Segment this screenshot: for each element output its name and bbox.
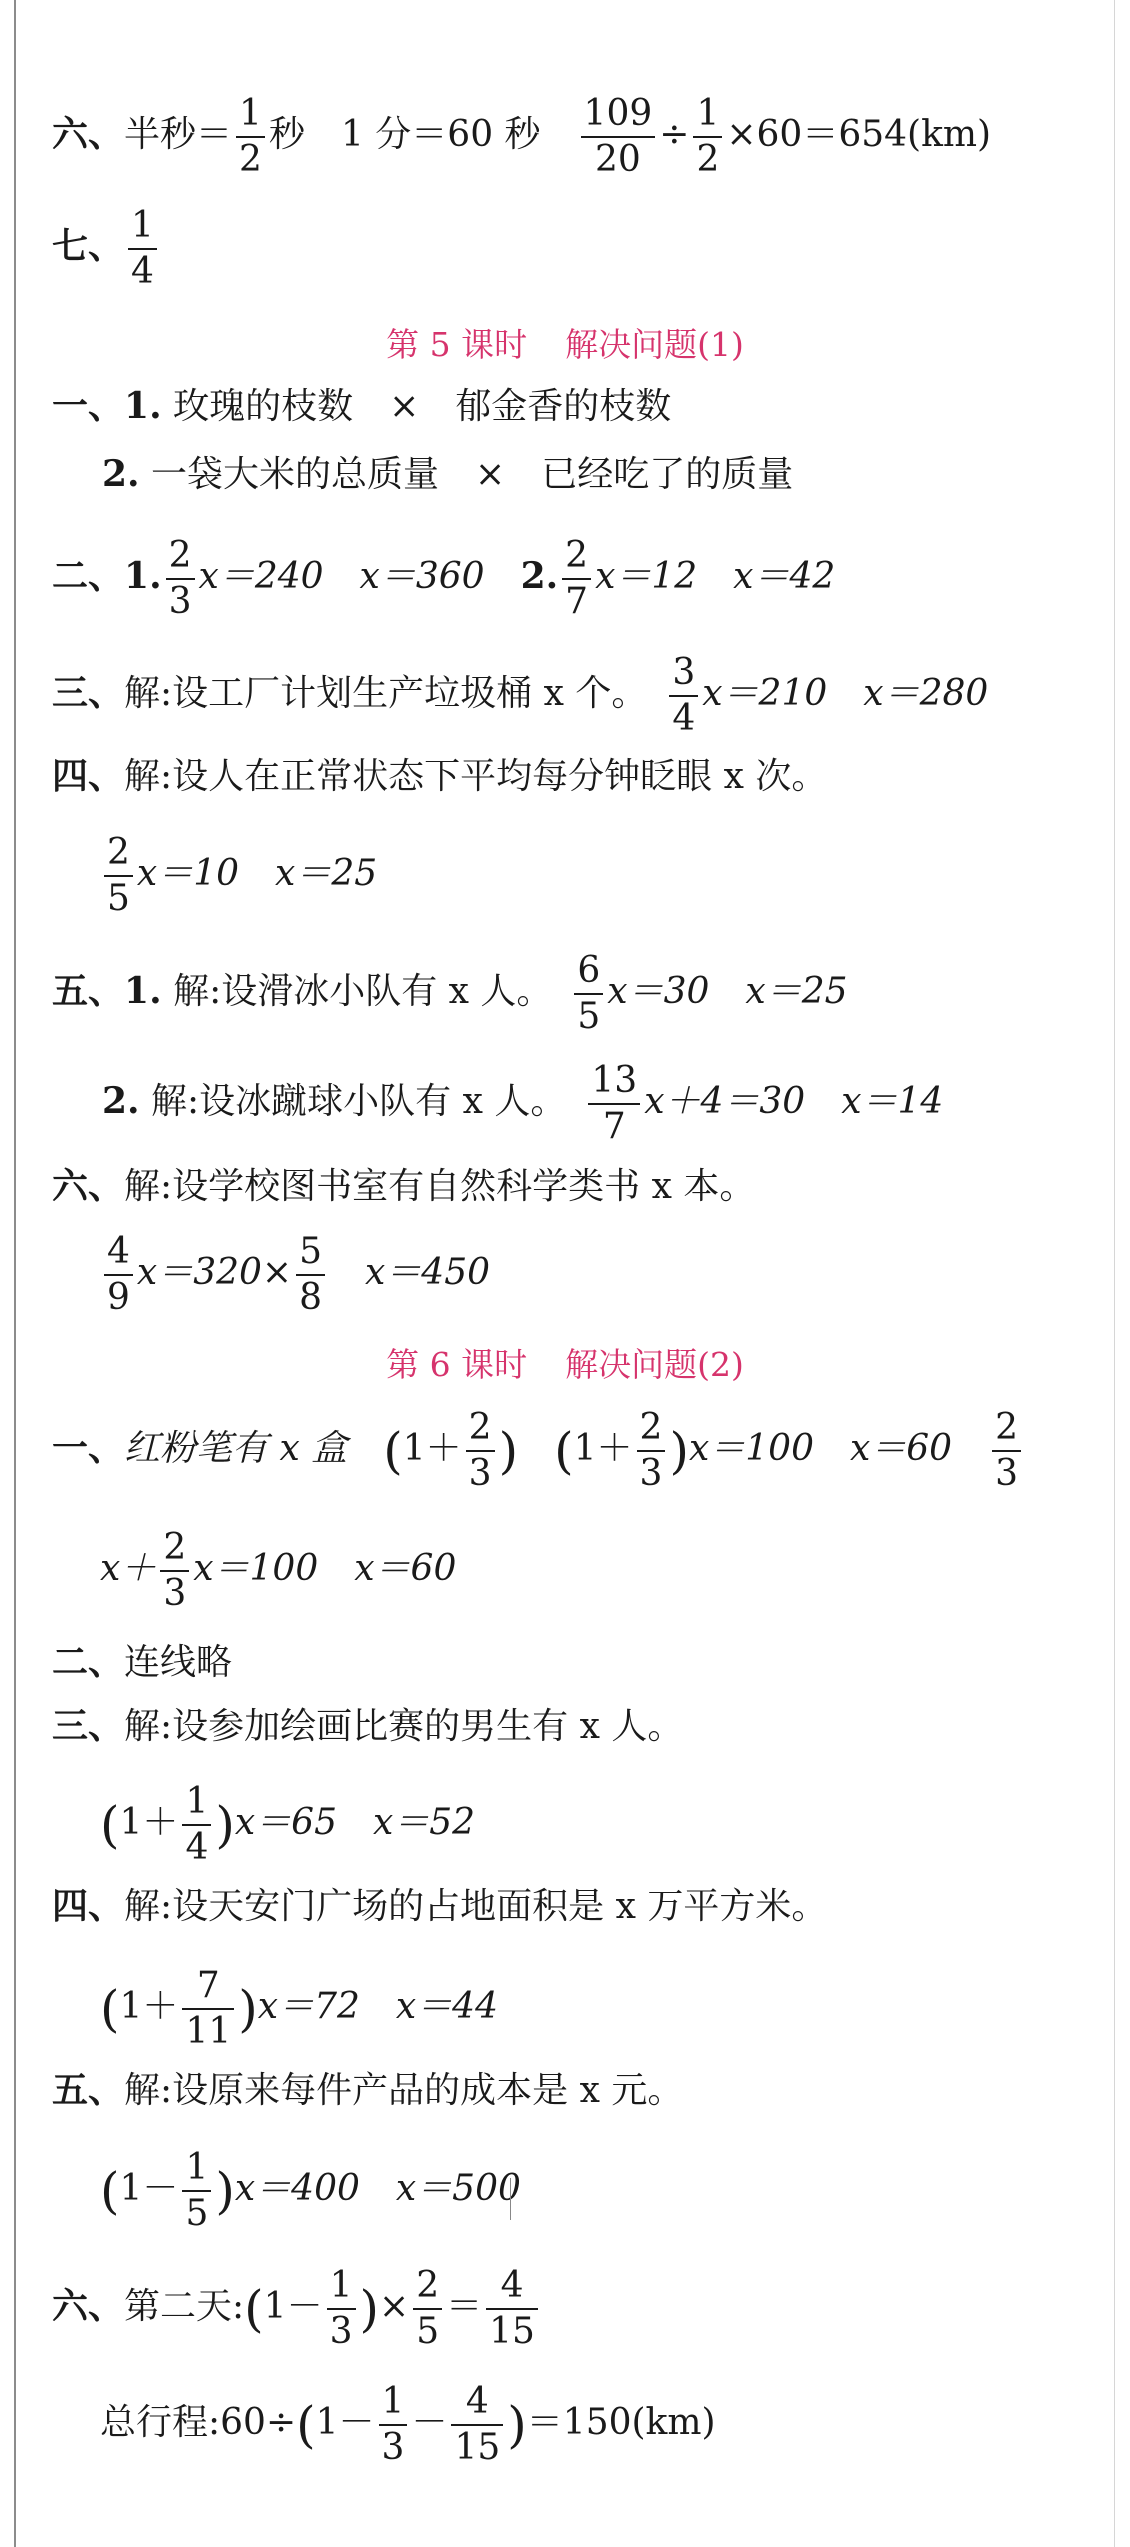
denominator: 2	[239, 139, 262, 180]
text: 玫瑰的枝数 × 郁金香的枝数	[173, 386, 672, 427]
text: 第二天:	[124, 2286, 245, 2327]
numerator: 1	[379, 2384, 408, 2426]
text: ×	[379, 2286, 410, 2327]
l6-answer-2	[52, 1641, 233, 1683]
numerator: 2	[104, 835, 133, 877]
equation-text: x＝30 x＝25	[607, 971, 848, 1012]
fraction	[581, 93, 656, 180]
fraction	[182, 1781, 211, 1868]
l6-answer-3-setup	[52, 1705, 684, 1747]
text: －	[142, 2168, 179, 2209]
fraction	[413, 2265, 442, 2352]
item-label: 四、	[52, 1885, 125, 1927]
right-margin-line	[1114, 0, 1115, 2547]
text: ＝	[446, 2286, 483, 2327]
l6-answer-5-equation	[100, 2147, 521, 2234]
denominator: 9	[107, 1277, 130, 1318]
numerator: 4	[451, 2384, 503, 2426]
lesson-number: 第 5 课时	[386, 325, 528, 364]
lesson-6-title	[0, 1345, 1130, 1384]
denominator: 5	[416, 2311, 440, 2352]
text: 解:设工厂计划生产垃圾桶 x 个。	[124, 673, 666, 714]
equation-text: x＝240 x＝360	[198, 556, 521, 597]
text: 1	[573, 1428, 597, 1469]
equation-text: x＝10 x＝25	[136, 853, 378, 894]
equation-text: x＝400 x＝500	[234, 2168, 521, 2209]
text: 解:设天安门广场的占地面积是 x 万平方米。	[124, 1886, 828, 1927]
text: 解:设人在正常状态下平均每分钟眨眼 x 次。	[124, 756, 828, 797]
item-label: 六、	[52, 2285, 125, 2327]
denominator: 4	[131, 251, 154, 292]
item-label: 一、	[52, 385, 125, 427]
fraction	[992, 1407, 1021, 1494]
item-label: 七、	[52, 225, 125, 267]
text: ＋	[425, 1428, 462, 1469]
text: 半秒＝	[124, 114, 233, 155]
denominator: 8	[299, 1277, 322, 1318]
denominator: 15	[454, 2427, 501, 2468]
text: 解:设滑冰小队有 x 人。	[173, 971, 571, 1012]
text: ＋	[596, 1428, 633, 1469]
right-paren: )	[238, 1980, 258, 2038]
right-paren: )	[498, 1422, 519, 1480]
item-label: 四、	[52, 755, 125, 797]
fraction	[451, 2381, 503, 2468]
numerator: 3	[669, 655, 698, 697]
numerator: 6	[574, 953, 603, 995]
denominator: 5	[185, 2193, 209, 2234]
l5-answer-6-equation	[100, 1231, 491, 1318]
numerator: 109	[581, 96, 656, 138]
denominator: 5	[577, 996, 601, 1037]
numerator: 2	[160, 1530, 189, 1572]
fraction	[379, 2381, 408, 2468]
fraction	[466, 1407, 495, 1494]
denominator: 4	[672, 698, 696, 739]
equation-text: x＝65 x＝52	[234, 1802, 476, 1843]
left-paren: (	[244, 2280, 264, 2338]
sub-number: 2.	[520, 555, 559, 597]
fraction	[296, 1231, 325, 1318]
left-paren: (	[554, 1422, 574, 1480]
l6-answer-5-setup	[52, 2069, 684, 2111]
equation-text: x＋4＝30 x＝14	[644, 1081, 944, 1122]
fraction	[574, 950, 603, 1037]
fraction	[637, 1407, 666, 1494]
item-label: 二、	[52, 1641, 125, 1683]
l6-answer-1-equation	[100, 1527, 457, 1614]
l5-answer-1-part-1	[52, 385, 672, 427]
text: －	[338, 2402, 375, 2443]
text: ÷	[659, 114, 690, 155]
text: 解:设参加绘画比赛的男生有 x 人。	[124, 1706, 684, 1747]
right-paren: )	[215, 2162, 235, 2220]
left-margin-line	[14, 0, 16, 2547]
sub-number: 1.	[124, 555, 162, 597]
fraction	[182, 2147, 211, 2234]
right-paren: )	[359, 2280, 380, 2338]
numerator: 2	[992, 1410, 1021, 1452]
item-label: 五、	[52, 2069, 125, 2111]
l5-answer-5-part-2	[102, 1060, 944, 1147]
numerator: 5	[296, 1234, 325, 1276]
fraction	[166, 535, 195, 622]
equation-text: x＝12 x＝42	[595, 556, 836, 597]
right-paren: )	[215, 1796, 235, 1854]
item-label: 一、	[52, 1427, 125, 1469]
handwritten-mark	[510, 2178, 511, 2220]
text: 1	[119, 1986, 143, 2027]
text: 秒 1 分＝60 秒	[268, 114, 577, 155]
text: ＋	[142, 1802, 179, 1843]
numerator: 1	[128, 208, 157, 250]
left-paren: (	[383, 1422, 403, 1480]
answer-6-prev	[52, 93, 992, 180]
item-label: 五、	[52, 970, 125, 1012]
l5-answer-6-setup	[52, 1165, 756, 1207]
numerator: 2	[413, 2268, 442, 2310]
fraction	[128, 205, 157, 292]
text: 解:设冰蹴球小队有 x 人。	[151, 1081, 585, 1122]
l6-answer-4-setup	[52, 1885, 828, 1927]
equation-text: x＝72 x＝44	[257, 1986, 498, 2027]
right-paren: )	[507, 2396, 527, 2454]
left-paren: (	[100, 2162, 120, 2220]
sub-number: 1.	[124, 970, 162, 1012]
text: 1	[315, 2402, 339, 2443]
numerator: 4	[486, 2268, 538, 2310]
fraction	[486, 2265, 538, 2352]
text: 红粉笔有 x 盒	[124, 1428, 384, 1469]
text: 1	[119, 1802, 143, 1843]
lesson-topic: 解决问题(1)	[565, 325, 744, 364]
text: 1	[402, 1428, 426, 1469]
fraction	[669, 652, 698, 739]
denominator: 3	[381, 2427, 405, 2468]
fraction	[327, 2265, 356, 2352]
numerator: 1	[693, 96, 722, 138]
sub-number: 2.	[102, 1080, 140, 1122]
equation-text: x＝100 x＝60	[688, 1428, 989, 1469]
text: －	[411, 2402, 448, 2443]
l5-answer-3	[52, 652, 989, 739]
l6-answer-6-total	[100, 2381, 716, 2468]
fraction	[104, 832, 133, 919]
fraction	[562, 535, 591, 622]
text: 1	[119, 2168, 143, 2209]
denominator: 4	[185, 1827, 209, 1868]
l5-answer-4-setup	[52, 755, 828, 797]
equation-text: x＋	[100, 1548, 157, 1589]
equation-text: x＝450	[329, 1252, 491, 1293]
fraction	[693, 93, 722, 180]
denominator: 7	[565, 581, 589, 622]
left-paren: (	[100, 1980, 120, 2038]
equation-text: x＝210 x＝280	[702, 673, 989, 714]
numerator: 2	[637, 1410, 666, 1452]
fraction	[588, 1060, 640, 1147]
l6-answer-4-equation	[100, 1965, 498, 2052]
l6-answer-6-day2	[52, 2265, 542, 2352]
l5-answer-1-part-2	[102, 453, 794, 495]
numerator: 2	[562, 538, 591, 580]
denominator: 7	[602, 1106, 626, 1147]
text: ＋	[142, 1986, 179, 2027]
text: 连线略	[124, 1642, 233, 1683]
equation-text: x＝320×	[136, 1252, 293, 1293]
lesson-5-title	[0, 325, 1130, 364]
left-paren: (	[100, 1796, 120, 1854]
fraction	[104, 1231, 133, 1318]
denominator: 11	[185, 2011, 232, 2052]
denominator: 3	[639, 1453, 663, 1494]
sub-number: 1.	[124, 385, 162, 427]
text: ×60＝654(km)	[726, 114, 992, 155]
numerator: 2	[466, 1410, 495, 1452]
text: ＝150(km)	[526, 2402, 716, 2443]
text: －	[286, 2286, 323, 2327]
numerator: 1	[327, 2268, 356, 2310]
numerator: 7	[182, 1968, 234, 2010]
fraction	[236, 93, 265, 180]
sub-number: 2.	[102, 453, 140, 495]
l5-answer-4-equation	[100, 832, 378, 919]
numerator: 1	[236, 96, 265, 138]
l6-answer-3-equation	[100, 1781, 476, 1868]
lesson-topic: 解决问题(2)	[565, 1345, 744, 1384]
denominator: 3	[168, 581, 192, 622]
equation-text: x＝100 x＝60	[193, 1548, 457, 1589]
item-label: 六、	[52, 113, 125, 155]
right-paren: )	[669, 1422, 689, 1480]
denominator: 15	[489, 2311, 535, 2352]
fraction	[182, 1965, 234, 2052]
denominator: 5	[107, 878, 130, 919]
text: 一袋大米的总质量 × 已经吃了的质量	[151, 454, 794, 495]
text: 解:设学校图书室有自然科学类书 x 本。	[124, 1166, 756, 1207]
denominator: 3	[468, 1453, 492, 1494]
denominator: 20	[595, 139, 641, 180]
text: 1	[263, 2286, 287, 2327]
item-label: 三、	[52, 672, 125, 714]
l5-answer-2	[52, 535, 836, 622]
numerator: 1	[182, 1784, 211, 1826]
numerator: 1	[182, 2150, 211, 2192]
denominator: 3	[329, 2311, 353, 2352]
l5-answer-5-part-1	[52, 950, 848, 1037]
left-paren: (	[296, 2396, 316, 2454]
lesson-number: 第 6 课时	[386, 1345, 528, 1384]
denominator: 2	[696, 139, 720, 180]
answer-7-prev	[52, 205, 161, 292]
l6-answer-1	[52, 1407, 1025, 1494]
numerator: 4	[104, 1234, 133, 1276]
numerator: 13	[588, 1063, 640, 1105]
item-label: 六、	[52, 1165, 125, 1207]
denominator: 3	[995, 1453, 1018, 1494]
fraction	[160, 1527, 189, 1614]
item-label: 二、	[52, 555, 125, 597]
item-label: 三、	[52, 1705, 125, 1747]
text: 解:设原来每件产品的成本是 x 元。	[124, 2070, 684, 2111]
denominator: 3	[163, 1573, 187, 1614]
text: 总行程:60÷	[100, 2402, 297, 2443]
numerator: 2	[166, 538, 195, 580]
